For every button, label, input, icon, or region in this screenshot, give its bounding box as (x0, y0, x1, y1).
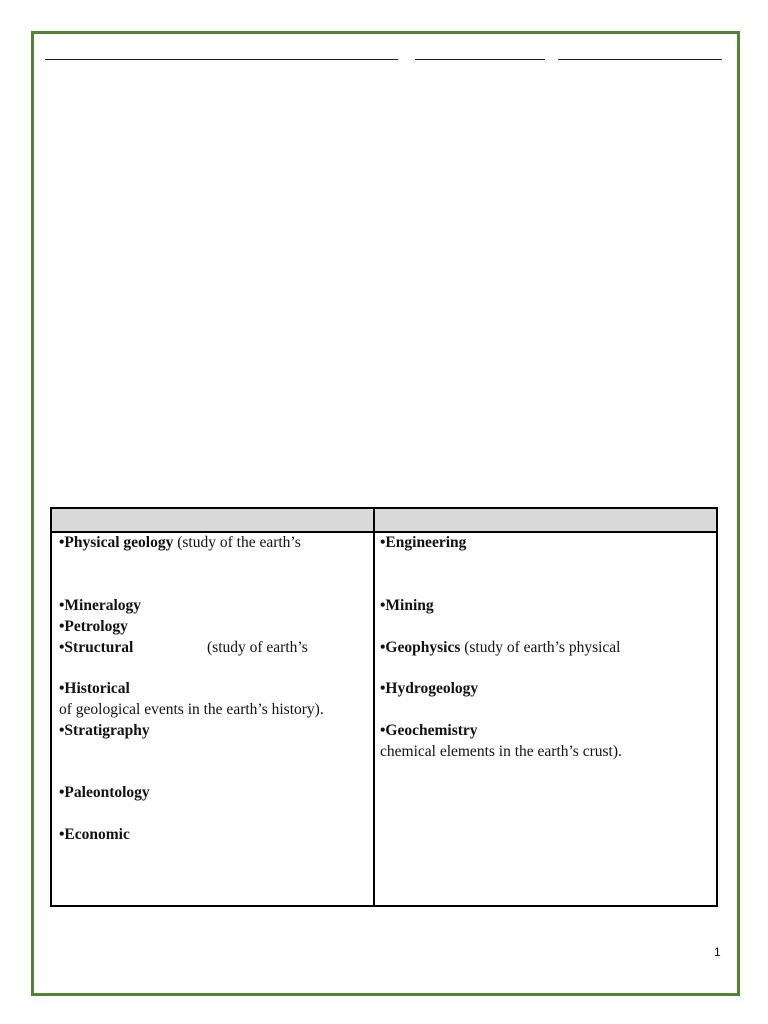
list-item-note: chemical elements in the earth’s crust). (380, 743, 622, 760)
list-item: •Geophysics (study of earth’s physical (380, 639, 621, 656)
list-item: •Engineering (380, 534, 467, 551)
list-item: •Historical (59, 680, 130, 697)
page-number: 1 (714, 945, 721, 959)
list-item: •Hydrogeology (380, 680, 479, 697)
list-item: •Geochemistry (380, 722, 478, 739)
list-item: •Stratigraphy (59, 722, 150, 739)
list-item-note: (study of earth’s (207, 639, 308, 656)
list-item: •Structural (59, 639, 134, 656)
column-divider (373, 509, 375, 905)
list-item: •Mining (380, 597, 434, 614)
blank-line-class (415, 59, 545, 60)
blank-line-name (45, 59, 398, 60)
list-item: •Physical geology (study of the earth’s (59, 534, 301, 551)
table-header-row (52, 509, 716, 533)
list-item-note: of geological events in the earth’s history). (59, 701, 324, 718)
blank-line-date (558, 59, 722, 60)
list-item: •Mineralogy (59, 597, 142, 614)
list-item: •Economic (59, 826, 130, 843)
geology-branches-table (50, 507, 718, 907)
list-item: •Petrology (59, 618, 128, 635)
list-item: •Paleontology (59, 784, 150, 801)
